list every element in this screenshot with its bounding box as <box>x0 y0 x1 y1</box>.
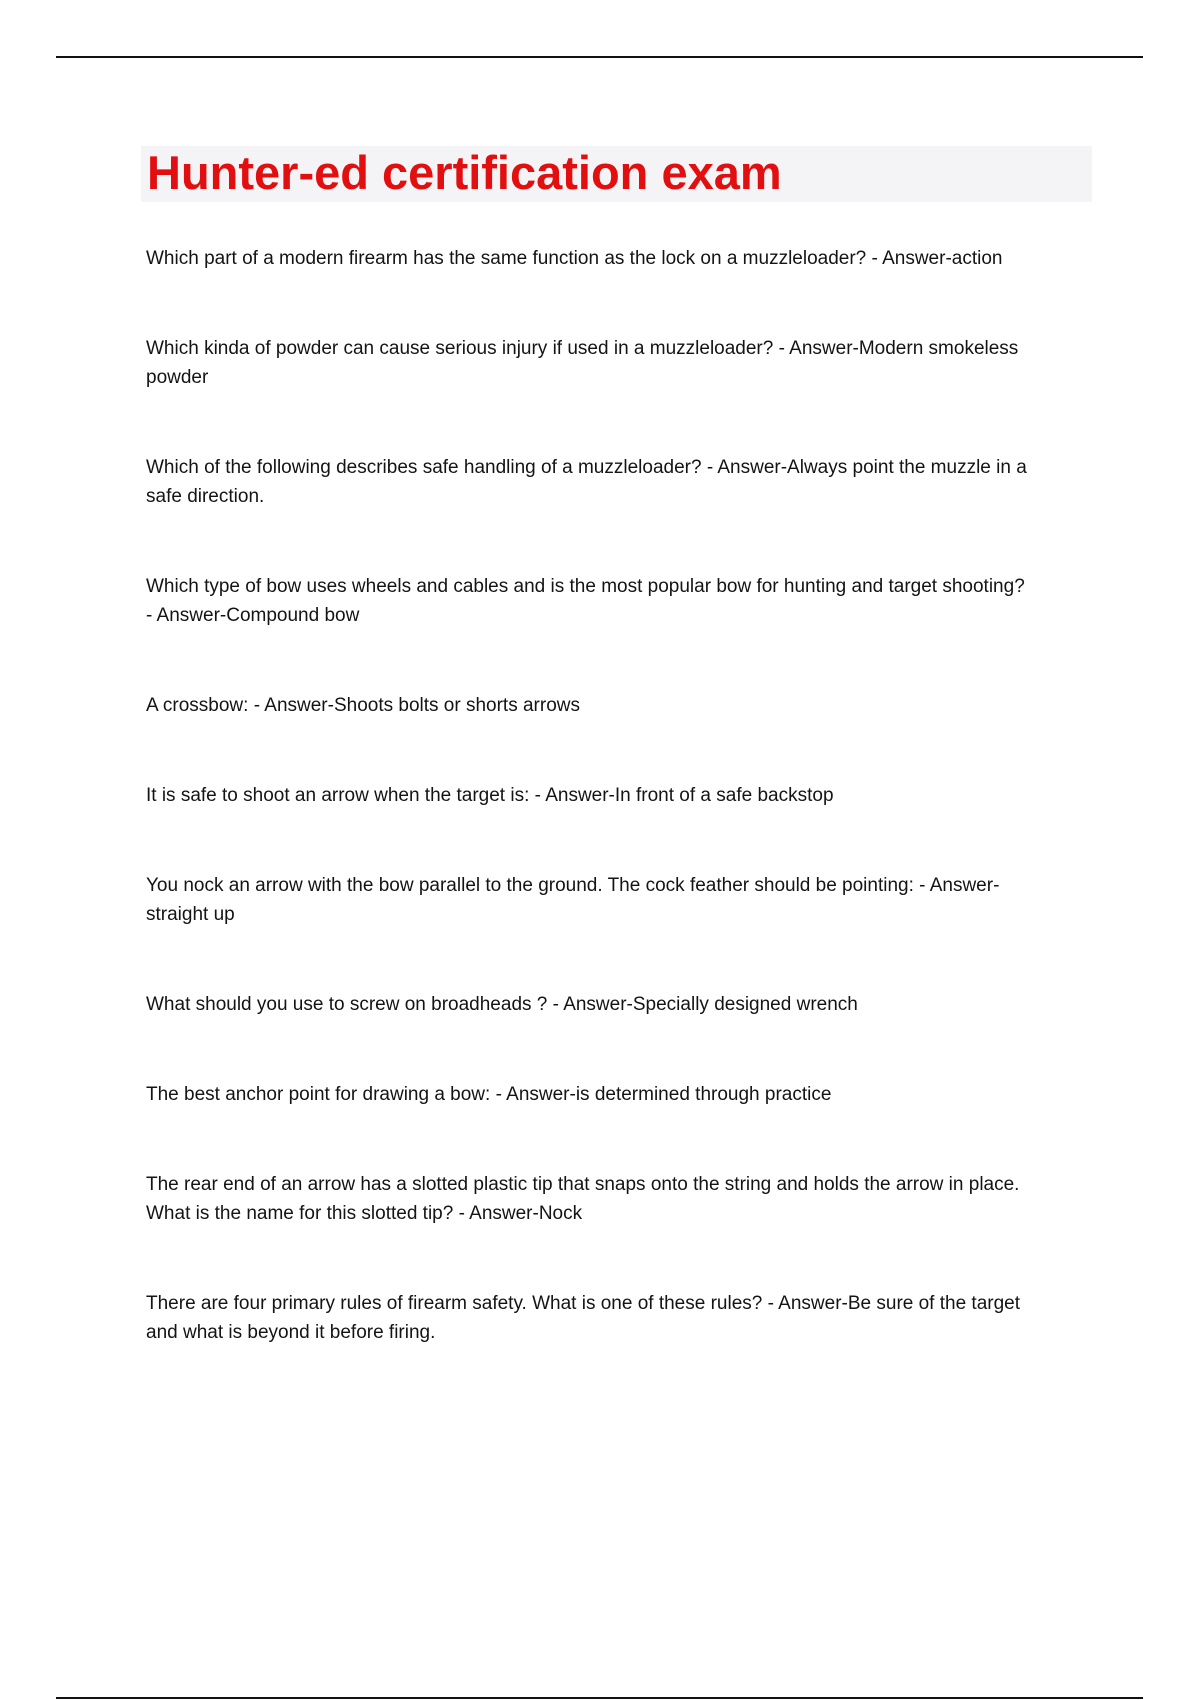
qa-item: There are four primary rules of firearm safety. What is one of these rules? - Answer-Be sure of the target and what is beyond it before firing. <box>146 1293 1021 1343</box>
qa-item: A crossbow: - Answer-Shoots bolts or shorts arrows <box>146 695 580 716</box>
qa-item: The best anchor point for drawing a bow: - Answer-is determined through practice <box>146 1084 832 1105</box>
page-title: Hunter-ed certification exam <box>147 146 782 199</box>
qa-item: Which type of bow uses wheels and cables and is the most popular bow for hunting and target shooting? - Answer-Compound bow <box>146 576 1025 626</box>
qa-item: What should you use to screw on broadheads ? - Answer-Specially designed wrench <box>146 994 858 1015</box>
qa-item: You nock an arrow with the bow parallel to the ground. The cock feather should be pointing: - Answer- straight up <box>146 875 1000 925</box>
qa-item: The rear end of an arrow has a slotted plastic tip that snaps onto the string and holds the arrow in place. What is the name for this slotted tip? - Answer-Nock <box>146 1174 1020 1224</box>
footer-rule <box>56 1697 1143 1699</box>
qa-item: It is safe to shoot an arrow when the target is: - Answer-In front of a safe backstop <box>146 785 834 806</box>
header-rule <box>56 56 1143 58</box>
qa-item: Which kinda of powder can cause serious injury if used in a muzzleloader? - Answer-Modern smokeless powder <box>146 338 1019 388</box>
question-answer-list <box>146 244 1091 1347</box>
qa-item: Which of the following describes safe handling of a muzzleloader? - Answer-Always point the muzzle in a safe direction. <box>146 457 1027 507</box>
qa-item: Which part of a modern firearm has the same function as the lock on a muzzleloader? - Answer-action <box>146 248 1003 269</box>
